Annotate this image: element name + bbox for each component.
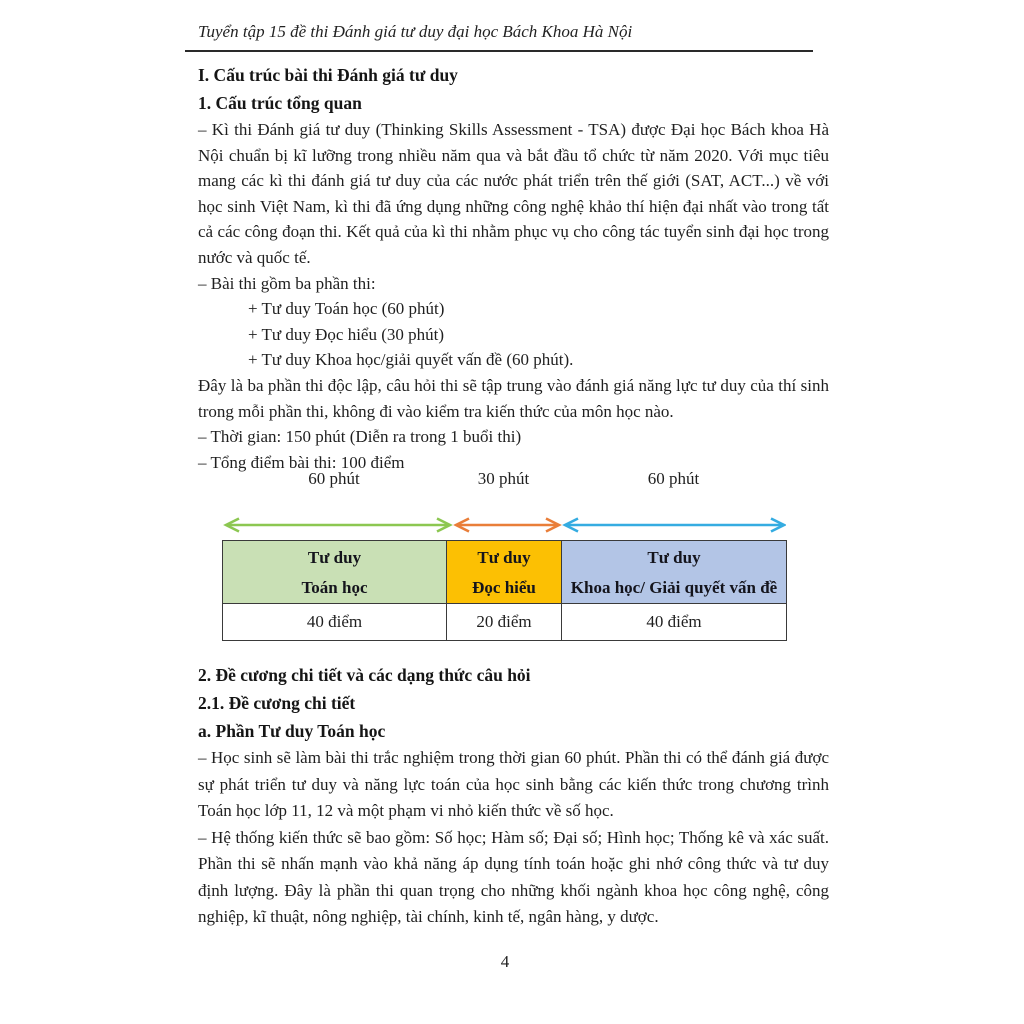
exam-part-math: + Tư duy Toán học (60 phút) bbox=[248, 299, 445, 319]
duration-note: – Thời gian: 150 phút (Diễn ra trong 1 buổi thi) bbox=[198, 427, 522, 447]
math-part-paragraph-2: – Hệ thống kiến thức sẽ bao gồm: Số học; Hàm số; Đại số; Hình học; Thống kê và xác suất. Phần thi sẽ nhấn mạnh vào khả năng áp dụng tính toán hoặc ghi nhớ công thức và tư duy định lượng. Đây là phần thi quan trọng cho những khối ngành khoa học công nghệ, công nghiệp, kĩ thuật, nông nghiệp, tài chính, kinh tế, ngân hàng, y dược. bbox=[198, 827, 829, 926]
cell-reading-score: 20 điểm bbox=[447, 604, 562, 641]
duration-arrows bbox=[222, 515, 786, 535]
section-2 bbox=[198, 661, 829, 931]
cell-reading-title bbox=[447, 541, 562, 604]
cell-math-title bbox=[223, 541, 447, 604]
cell-science-line1: Tư duy bbox=[647, 547, 701, 567]
cell-math-score: 40 điểm bbox=[223, 604, 447, 641]
exam-part-reading: + Tư duy Đọc hiểu (30 phút) bbox=[248, 324, 445, 344]
total-score-note: – Tổng điểm bài thi: 100 điểm bbox=[198, 452, 405, 472]
reading-duration-arrow-icon bbox=[456, 519, 559, 532]
cell-science-score: 40 điểm bbox=[562, 604, 787, 641]
page-number: 4 bbox=[500, 952, 510, 971]
duration-label-math: 60 phút bbox=[308, 469, 360, 488]
page-header bbox=[185, 22, 813, 52]
duration-labels bbox=[222, 469, 786, 489]
table-score-row bbox=[223, 604, 787, 641]
table-header-row bbox=[223, 541, 787, 604]
math-part-paragraph-1: – Học sinh sẽ làm bài thi trắc nghiệm trong thời gian 60 phút. Phần thi có thể đánh giá được sự phát triển tư duy và năng lực toán của học sinh bằng các kiến thức trong chương trình Toán học lớp 11, 12 và một phạm vi nhỏ kiến thức về số học. bbox=[198, 748, 829, 820]
independence-paragraph: Đây là ba phần thi độc lập, câu hỏi thi sẽ tập trung vào đánh giá năng lực tư duy của thí sinh trong mỗi phần thi, không đi vào kiểm tra kiến thức của môn học nào. bbox=[198, 375, 829, 421]
running-head-title: Tuyển tập 15 đề thi Đánh giá tư duy đại học Bách Khoa Hà Nội bbox=[198, 22, 633, 41]
section-1 bbox=[198, 61, 829, 475]
exam-parts-intro: – Bài thi gồm ba phần thi: bbox=[198, 273, 376, 293]
intro-paragraph: – Kì thi Đánh giá tư duy (Thinking Skills Assessment - TSA) được Đại học Bách khoa Hà Nội chuẩn bị kĩ lưỡng trong nhiều năm qua và bắt đầu tổ chức từ năm 2020. Với mục tiêu mang các kì thi đánh giá tư duy của các nước phát triển trên thế giới (SAT, ACT...) về với học sinh Việt Nam, kì thi đã ứng dụng những công nghệ khảo thí hiện đại nhất vào trong tất cả các công đoạn thi. Kết quả của kì thi nhằm phục vụ cho công tác tuyển sinh đại học trong nước và quốc tế. bbox=[198, 120, 829, 267]
duration-label-reading: 30 phút bbox=[477, 469, 530, 488]
exam-structure-table bbox=[222, 540, 787, 641]
section-2-1-a-heading: a. Phần Tư duy Toán học bbox=[198, 721, 386, 741]
cell-science-line2: Khoa học/ Giải quyết vấn đề bbox=[570, 577, 778, 597]
cell-math-line2: Toán học bbox=[301, 577, 368, 597]
section-2-heading: 2. Đề cương chi tiết và các dạng thức câu hỏi bbox=[198, 665, 531, 685]
cell-reading-line2: Đọc hiểu bbox=[472, 577, 536, 597]
exam-part-science: + Tư duy Khoa học/giải quyết vấn đề (60 phút). bbox=[248, 350, 574, 370]
section-1-1-heading: 1. Cấu trúc tổng quan bbox=[198, 93, 362, 113]
duration-label-science: 60 phút bbox=[647, 469, 700, 488]
section-2-1-heading: 2.1. Đề cương chi tiết bbox=[198, 693, 356, 713]
science-duration-arrow-icon bbox=[565, 519, 784, 532]
section-1-heading: I. Cấu trúc bài thi Đánh giá tư duy bbox=[198, 65, 458, 85]
cell-math-line1: Tư duy bbox=[307, 547, 362, 567]
cell-science-title bbox=[562, 541, 787, 604]
cell-reading-line1: Tư duy bbox=[477, 547, 531, 567]
math-duration-arrow-icon bbox=[226, 519, 450, 532]
